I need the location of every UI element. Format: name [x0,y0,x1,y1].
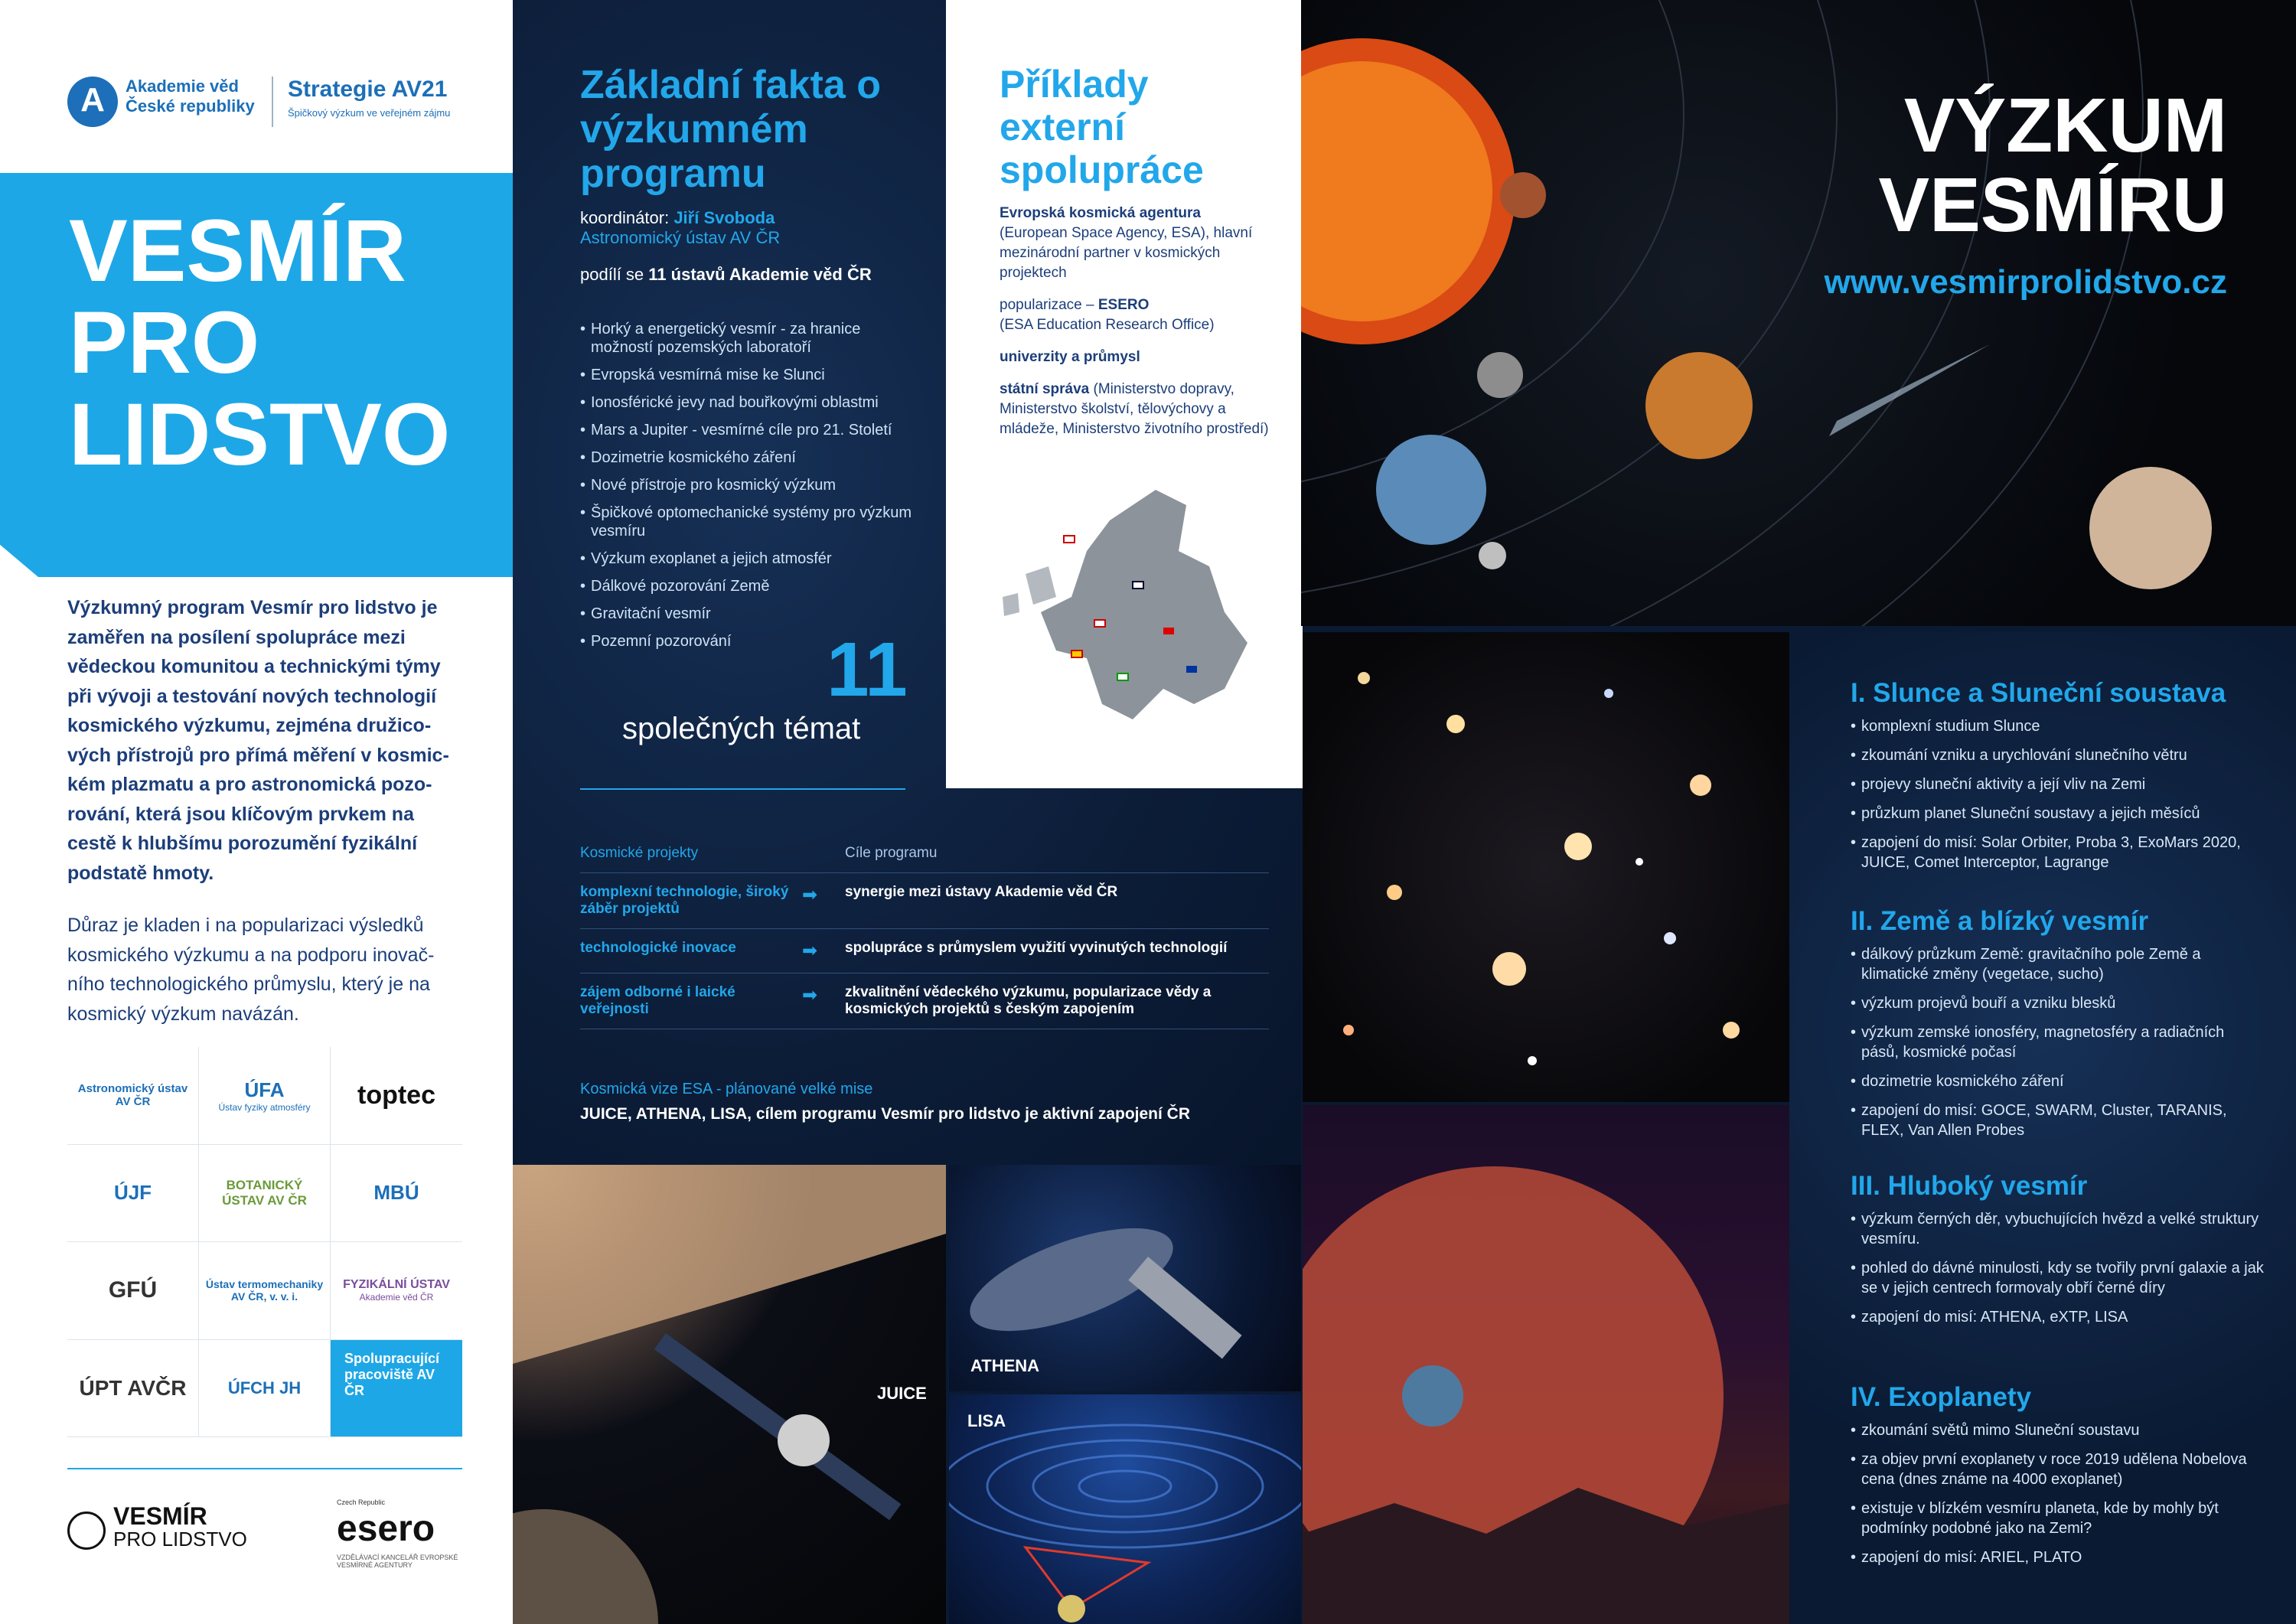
divider [580,788,905,790]
uk-shape [1026,566,1056,605]
topics-list [580,320,917,660]
vesmir-logo: VESMÍR PRO LIDSTVO [113,1502,247,1551]
strategy-name: Strategie AV21 [288,77,448,102]
exoplanet-image [1303,1105,1789,1624]
list-item: popularizace – ESERO (ESA Education Research Office) [1000,297,1215,333]
table-row [580,873,1269,929]
athena-mission-image [949,1165,1301,1391]
venus-icon [1645,352,1753,459]
table-cell: technologické inovace [580,940,736,956]
flag-icon [1186,666,1197,673]
esero-country: Czech Republic [337,1498,386,1506]
partner-logo: Ústav termomechaniky AV ČR, v. v. i. [199,1242,331,1340]
list-item: • Gravitační vesmír [580,605,917,623]
list-item: • Špičkové optomechanické systémy pro výzkum vesmíru [580,504,917,540]
section-title: II. Země a blízký vesmír [1851,906,2149,936]
partner-logo: GFÚ [67,1242,199,1340]
list-item: • Ionosférické jevy nad bouřkovými oblastmi [580,393,917,412]
list-item: • pohled do dávné minulosti, kdy se tvořily první galaxie a jak se v jejich centrech formovaly obří černé díry [1851,1258,2264,1298]
intro-paragraph: Důraz je kladen i na popularizaci výsledků kosmického výzkumu a na podporu inovač-ního technologického průmyslu, který je na kosmický výzkum navázán. [67,915,435,1025]
list-item: • průzkum planet Sluneční soustavy a jejich měsíců [1851,804,2264,823]
partner-logo: FYZIKÁLNÍ ÚSTAV Akademie věd ČR [331,1242,462,1340]
partner-logo: toptec [331,1047,462,1145]
strategy-subtitle: Špičkový výzkum ve veřejném zájmu [288,107,451,119]
arrow-right-icon: ➡ [802,885,818,905]
table-row [580,973,1269,1029]
list-item: • výzkum černých děr, vybuchujících hvězd a velké struktury vesmíru. [1851,1209,2264,1249]
esero-subtitle: VZDĚLÁVACÍ KANCELÁŘ EVROPSKÉ VESMÍRNÉ AGENTURY [337,1554,458,1569]
jupiter-icon [2089,467,2212,589]
facts-title: Základní fakta o výzkumném programu [580,63,881,196]
list-item: • zapojení do misí: GOCE, SWARM, Cluster, TARANIS, FLEX, Van Allen Probes [1851,1101,2264,1140]
section-title: IV. Exoplanety [1851,1382,2032,1412]
europe-shape [1041,490,1247,719]
list-item: • výzkum zemské ionosféry, magnetosféry a radiačních pásů, kosmické počasí [1851,1022,2264,1062]
moon-icon [1479,542,1506,569]
intro-bold-paragraph: Výzkumný program Vesmír pro lidstvo je zaměřen na posílení spolupráce mezi vědeckou komunitou a technickými týmy při vývoji a testování nových technologií kosmického výzkumu, zejména družico-vých přístrojů pro přímá měření v kosmic-kém plazmatu a pro astronomická pozo-rování, která jsou klíčovým prvkem na cestě k hlubšímu porozumění fyzikální podstatě hmoty. [67,597,449,884]
lisa-label: LISA [967,1411,1006,1430]
juice-mission-image [513,1165,946,1624]
topic-count: 11 [827,627,908,713]
satellite-icon [1058,1595,1085,1622]
arrow-right-icon: ➡ [802,941,818,961]
table-cell: spolupráce s průmyslem využití vyvinutých technologií [845,940,1228,956]
list-item: • zapojení do misí: Solar Orbiter, Proba 3, ExoMars 2020, JUICE, Comet Interceptor, Lagrange [1851,833,2264,872]
deep-field-image [1303,632,1789,1102]
research-section [1851,678,2264,882]
comet-icon [1829,344,1990,436]
table-cell: zájem odborné i laické veřejnosti [580,984,735,1017]
flag-icon [1094,620,1105,627]
juice-label: JUICE [877,1384,927,1403]
list-item: • výzkum projevů bouří a vzniku blesků [1851,993,2264,1013]
solar-panel [654,1333,902,1520]
goals-table [580,834,1269,1029]
section-title: III. Hluboký vesmír [1851,1171,2088,1201]
footer-divider [67,1468,462,1469]
galaxy-field [1303,632,1789,1102]
list-item: • Mars a Jupiter - vesmírné cíle pro 21. Století [580,421,917,439]
partner-logo: ÚFCH JH [199,1340,331,1438]
website-link[interactable]: www.vesmirprolidstvo.cz [1824,263,2227,301]
vesmir-logo-icon [67,1511,106,1550]
list-item: • zapojení do misí: ATHENA, eXTP, LISA [1851,1307,2264,1327]
page-title: VESMÍR PRO LIDSTVO [69,202,451,484]
list-item: státní správa (Ministerstvo dopravy, Ministerstvo školství, tělovýchovy a mládeže, Ministerstvo životního prostředí) [1000,381,1269,437]
list-item: • dálkový průzkum Země: gravitačního pole Země a klimatické změny (vegetace, sucho) [1851,944,2264,984]
partner-logo: MBÚ [331,1145,462,1243]
list-item: • projevy sluneční aktivity a její vliv na Zemi [1851,774,2264,794]
list-item: • za objev první exoplanety v roce 2019 udělena Nobelova cena (dnes známe na 4000 exoplanet) [1851,1450,2264,1489]
collaboration-title: Příklady externí spolupráce [1000,63,1204,191]
partner-logo: BOTANICKÝ ÚSTAV AV ČR [199,1145,331,1243]
flag-icon [1064,536,1075,543]
table-header-left: Kosmické projekty [580,845,699,861]
list-item: • Výzkum exoplanet a jejich atmosfér [580,549,917,568]
section-title: I. Slunce a Sluneční soustava [1851,678,2226,708]
academy-logo-icon: A [67,77,118,127]
planet-icon [1402,1365,1463,1427]
ireland-shape [1003,593,1019,616]
partner-logo: ÚPT AVČR [67,1340,199,1438]
spacecraft-icon [778,1414,830,1466]
coordinator-label: koordinátor: Jiří Svoboda [580,208,775,227]
partner-logos-grid [67,1047,462,1437]
moon-icon [513,1509,658,1624]
list-item: • zkoumání světů mimo Sluneční soustavu [1851,1420,2264,1440]
list-item: • dozimetrie kosmického záření [1851,1071,2264,1091]
mercury-icon [1477,352,1523,398]
coordinator-institute: Astronomický ústav AV ČR [580,228,781,247]
academy-name: Akademie věd České republiky [126,77,255,116]
topic-count-label: společných témat [622,712,861,745]
esero-logo: esero [337,1508,435,1549]
mars-icon [1500,172,1546,218]
table-header [580,834,1269,873]
research-section [1851,1171,2264,1336]
list-item: • komplexní studium Slunce [1851,716,2264,736]
table-row [580,929,1269,973]
list-item: univerzity a průmysl [1000,349,1140,365]
list-item: Evropská kosmická agentura (European Space Agency, ESA), hlavní mezinárodní partner v kosmických projektech [1000,205,1253,281]
share-line: podílí se 11 ústavů Akademie věd ČR [580,265,872,284]
list-item: • Dozimetrie kosmického záření [580,448,917,467]
table-cell: komplexní technologie, široký záběr projektů [580,884,789,917]
athena-label: ATHENA [970,1356,1040,1375]
esa-missions: JUICE, ATHENA, LISA, cílem programu Vesmír pro lidstvo je aktivní zapojení ČR [580,1105,1191,1123]
list-item: • existuje v blízkém vesmíru planeta, kde by mohly být podmínky podobné jako na Zemi? [1851,1498,2264,1538]
partner-logo: ÚFA Ústav fyziky atmosféry [199,1047,331,1145]
list-item: • Dálkové pozorování Země [580,577,917,595]
esa-vision-label: Kosmická vize ESA - plánované velké mise [580,1081,873,1097]
lisa-mission-image [949,1394,1301,1624]
flag-icon [1071,651,1082,657]
table-cell: zkvalitnění vědeckého výzkumu, popularizace vědy a kosmických projektů s českým zapojením [845,984,1212,1017]
partner-highlight: Spolupracující pracoviště AV ČR [331,1340,462,1438]
table-header-right: Cíle programu [845,845,938,861]
list-item: • Evropská vesmírná mise ke Slunci [580,366,917,384]
exoplanet-art [1303,1105,1789,1624]
list-item: • Nové přístroje pro kosmický výzkum [580,476,917,494]
partner-logo: ÚJF [67,1145,199,1243]
earth-icon [1376,435,1486,545]
list-item: • zkoumání vzniku a urychlování slunečního větru [1851,745,2264,765]
flag-icon [1133,582,1143,589]
partner-logo: Astronomický ústav AV ČR [67,1047,199,1145]
research-section [1851,906,2264,1150]
collaboration-list [1000,204,1283,452]
telescope-icon [1128,1257,1241,1358]
list-item: • Horký a energetický vesmír - za hranice možností pozemských laboratoří [580,320,917,357]
hero-title: VÝZKUM VESMÍRU [1878,83,2227,248]
europe-map [995,459,1293,765]
research-section [1851,1382,2264,1577]
list-item: • zapojení do misí: ARIEL, PLATO [1851,1547,2264,1567]
table-cell: synergie mezi ústavy Akademie věd ČR [845,884,1118,900]
logo-divider [272,77,273,127]
arrow-right-icon: ➡ [802,985,818,1006]
flag-icon [1163,628,1174,634]
flag-icon [1117,673,1128,680]
list-item: • Pozemní pozorování [580,632,917,651]
